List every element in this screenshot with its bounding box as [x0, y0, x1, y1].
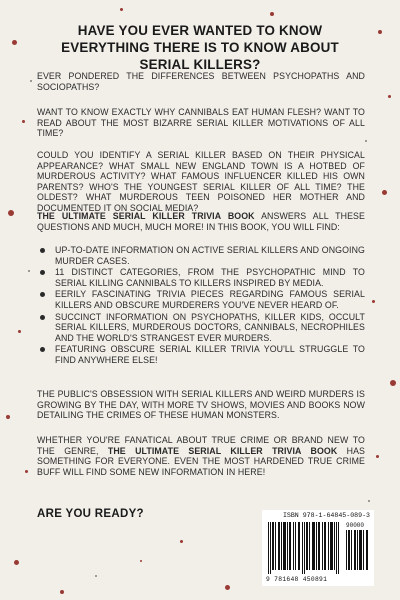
paragraph-psychopaths: EVER PONDERED THE DIFFERENCES BETWEEN PSYCHOPATHS AND SOCIOPATHS?	[37, 71, 365, 92]
book-title-inline: THE ULTIMATE SERIAL KILLER TRIVIA BOOK	[107, 445, 338, 456]
supplement-barcode-graphic	[346, 530, 370, 570]
book-title-inline: THE ULTIMATE SERIAL KILLER TRIVIA BOOK	[37, 211, 255, 221]
list-item: UP-TO-DATE INFORMATION ON ACTIVE SERIAL KILLERS AND ONGOING MURDER CASES.	[37, 245, 365, 266]
isbn-text: ISBN 978-1-64845-089-3	[282, 512, 370, 519]
list-item: EERILY FASCINATING TRIVIA PIECES REGARDING FAMOUS SERIAL KILLERS AND OBSCURE MURDERERS YOU'VE NEVER HEARD OF.	[37, 289, 365, 310]
for-everyone-text-b: HAS SOMETHING FOR EVERYONE. EVEN THE MOST HARDENED TRUE CRIME BUFF WILL FIND SOME NEW INFORMATION IN HERE!	[37, 445, 366, 477]
paragraph-questions: COULD YOU IDENTIFY A SERIAL KILLER BASED ON THEIR PHYSICAL APPEARANCE? WHAT SMALL NEW ENGLAND TOWN IS A HOTBED OF MURDEROUS ACTIVITY? WHAT FAMOUS INFLUENCER KILLED HIS OWN PARENTS? WHO'S THE YOUNGEST SERIAL KILLER OF ALL TIME? THE OLDEST? WHAT MURDEROUS TEEN POISONED HER MOTHER AND DOCUMENTED IT ON SOCIAL MEDIA?	[37, 150, 365, 213]
list-item: 11 DISTINCT CATEGORIES, FROM THE PSYCHOPATHIC MIND TO SERIAL KILLING CANNIBALS TO KILLERS INSPIRED BY MEDIA.	[37, 267, 365, 288]
paragraph-book-intro	[37, 211, 365, 232]
barcode-graphic	[268, 522, 344, 574]
supplement-code: 90000	[346, 522, 365, 529]
headline: HAVE YOU EVER WANTED TO KNOW EVERYTHING THERE IS TO KNOW ABOUT SERIAL KILLERS?	[61, 23, 339, 72]
list-item: SUCCINCT INFORMATION ON PSYCHOPATHS, KILLER KIDS, OCCULT SERIAL KILLERS, MURDEROUS DOCTORS, CANNIBALS, NECROPHILES AND THE WORLD'S STRANGEST EVER MURDERS.	[37, 312, 365, 344]
paragraph-cannibals: WANT TO KNOW EXACTLY WHY CANNIBALS EAT HUMAN FLESH? WANT TO READ ABOUT THE MOST BIZARRE SERIAL KILLER MOTIVATIONS OF ALL TIME?	[37, 107, 365, 139]
barcode-number: 9 781648 450891	[266, 576, 328, 583]
list-item: FEATURING OBSCURE SERIAL KILLER TRIVIA YOU'LL STRUGGLE TO FIND ANYWHERE ELSE!	[37, 344, 365, 365]
closing-line: ARE YOU READY?	[37, 508, 144, 520]
book-intro-text: ANSWERS ALL THESE QUESTIONS AND MUCH, MUCH MORE! IN THIS BOOK, YOU WILL FIND:	[37, 211, 365, 232]
feature-list	[37, 245, 365, 366]
paragraph-for-everyone	[37, 435, 365, 477]
for-everyone-text-a: WHETHER YOU'RE FANATICAL ABOUT TRUE CRIME OR BRAND NEW TO THE GENRE,	[37, 435, 365, 456]
barcode-block	[262, 510, 374, 586]
paragraph-obsession: THE PUBLIC'S OBSESSION WITH SERIAL KILLERS AND WEIRD MURDERS IS GROWING BY THE DAY, WITH MORE TV SHOWS, MOVIES AND BOOKS NOW DETAILING THE CRIMES OF THESE HUMAN MONSTERS.	[37, 389, 365, 421]
